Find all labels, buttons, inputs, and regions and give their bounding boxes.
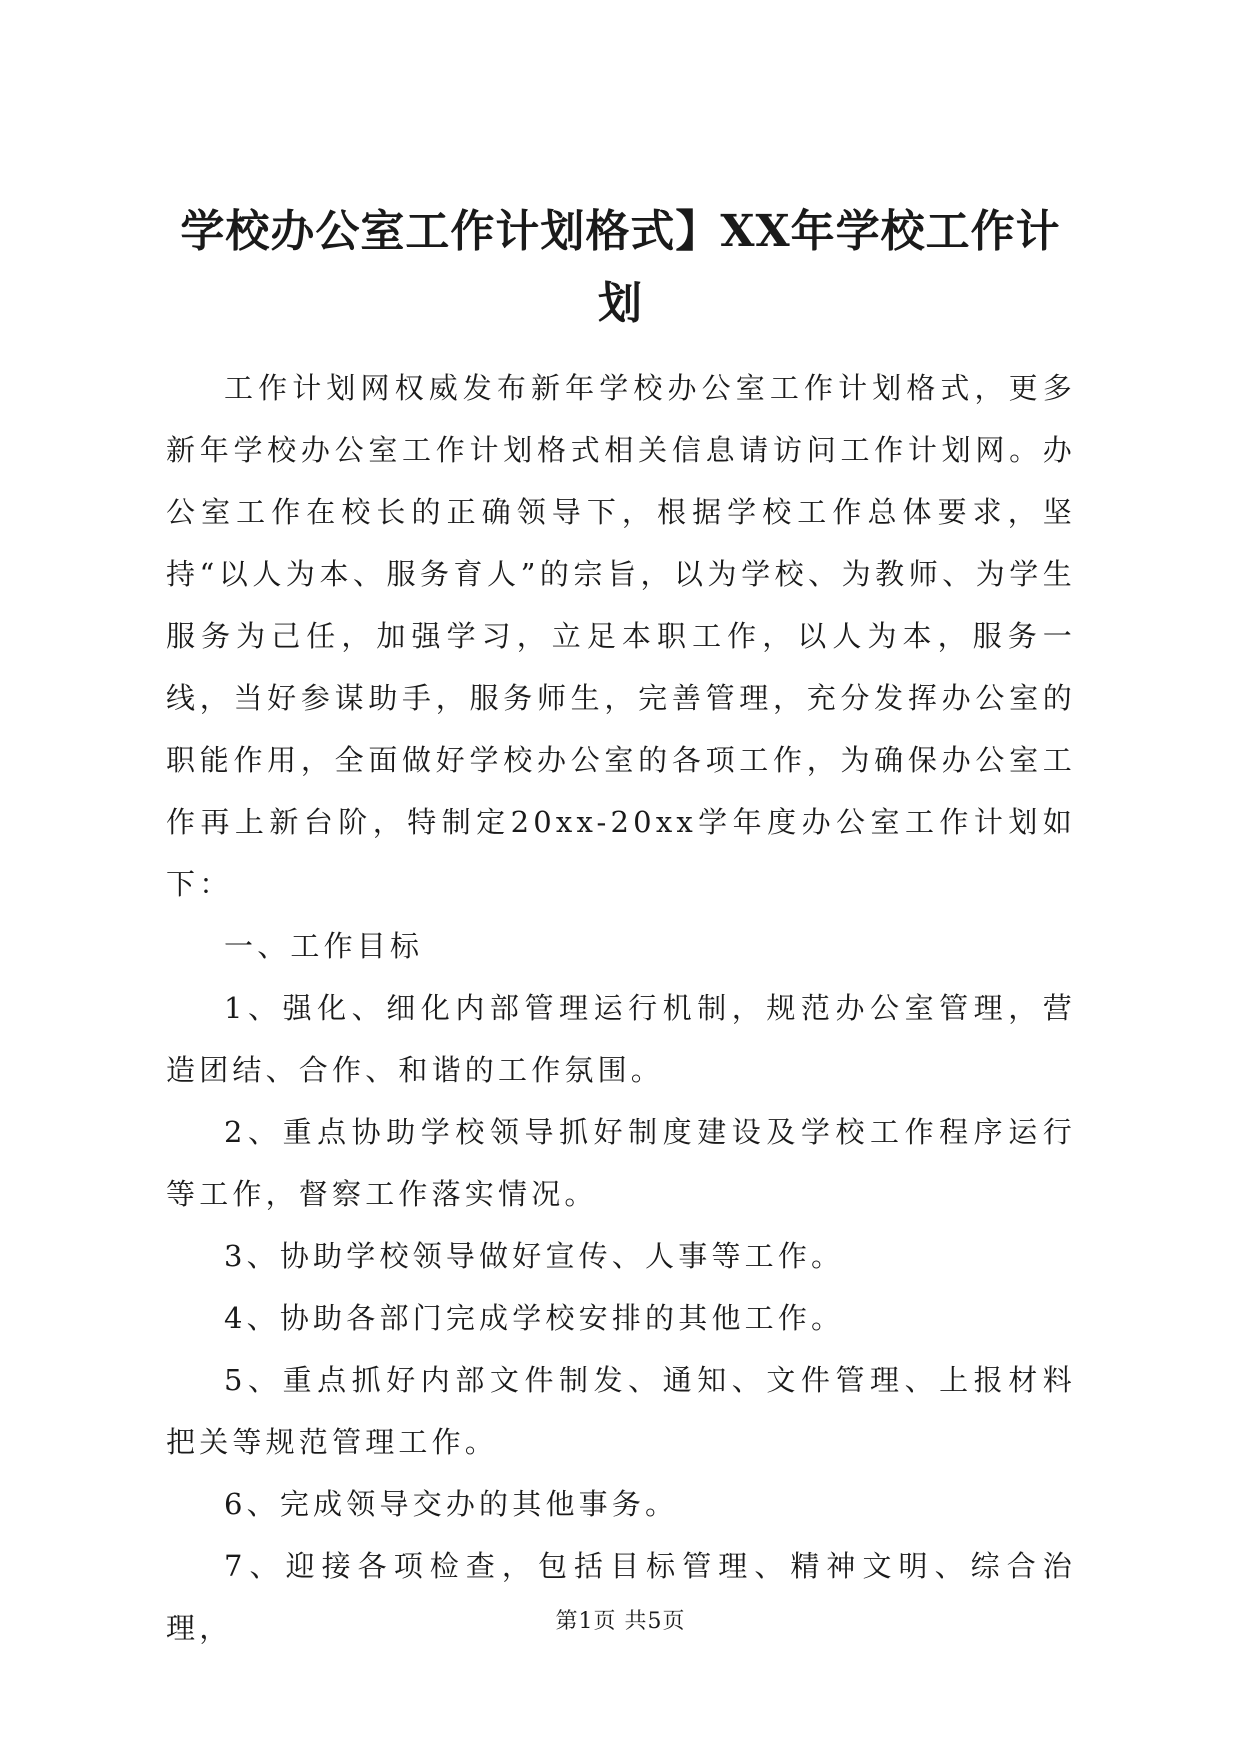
list-item: 2、重点协助学校领导抓好制度建设及学校工作程序运行等工作，督察工作落实情况。	[166, 1115, 1076, 1211]
paragraph-intro: 工作计划网权威发布新年学校办公室工作计划格式，更多新年学校办公室工作计划格式相关信息请访问工作计划网。办公室工作在校长的正确领导下，根据学校工作总体要求，坚持“以人为本、服务育人”的宗旨，以为学校、为教师、为学生服务为己任，加强学习，立足本职工作，以人为本，服务一线，当好参谋助手，服务师生，完善管理，充分发挥办公室的职能作用，全面做好学校办公室的各项工作，为确保办公室工作再上新台阶，特制定20xx-20xx学年度办公室工作计划如下：	[166, 371, 1076, 901]
list-item: 4、协助各部门完成学校安排的其他工作。	[224, 1301, 845, 1335]
list-item: 7、迎接各项检查，包括目标管理、精神文明、综合治理，	[166, 1549, 1076, 1645]
section-heading: 一、工作目标	[224, 929, 424, 963]
page-number-footer: 第1页 共5页	[555, 1609, 686, 1634]
document-title: 学校办公室工作计划格式】XX年学校工作计划	[180, 206, 1061, 329]
list-item: 6、完成领导交办的其他事务。	[224, 1487, 679, 1521]
document-body	[166, 357, 1076, 1659]
list-item: 5、重点抓好内部文件制发、通知、文件管理、上报材料把关等规范管理工作。	[166, 1363, 1076, 1459]
list-item: 1、强化、细化内部管理运行机制，规范办公室管理，营造团结、合作、和谐的工作氛围。	[166, 991, 1076, 1087]
list-item: 3、协助学校领导做好宣传、人事等工作。	[224, 1239, 845, 1273]
